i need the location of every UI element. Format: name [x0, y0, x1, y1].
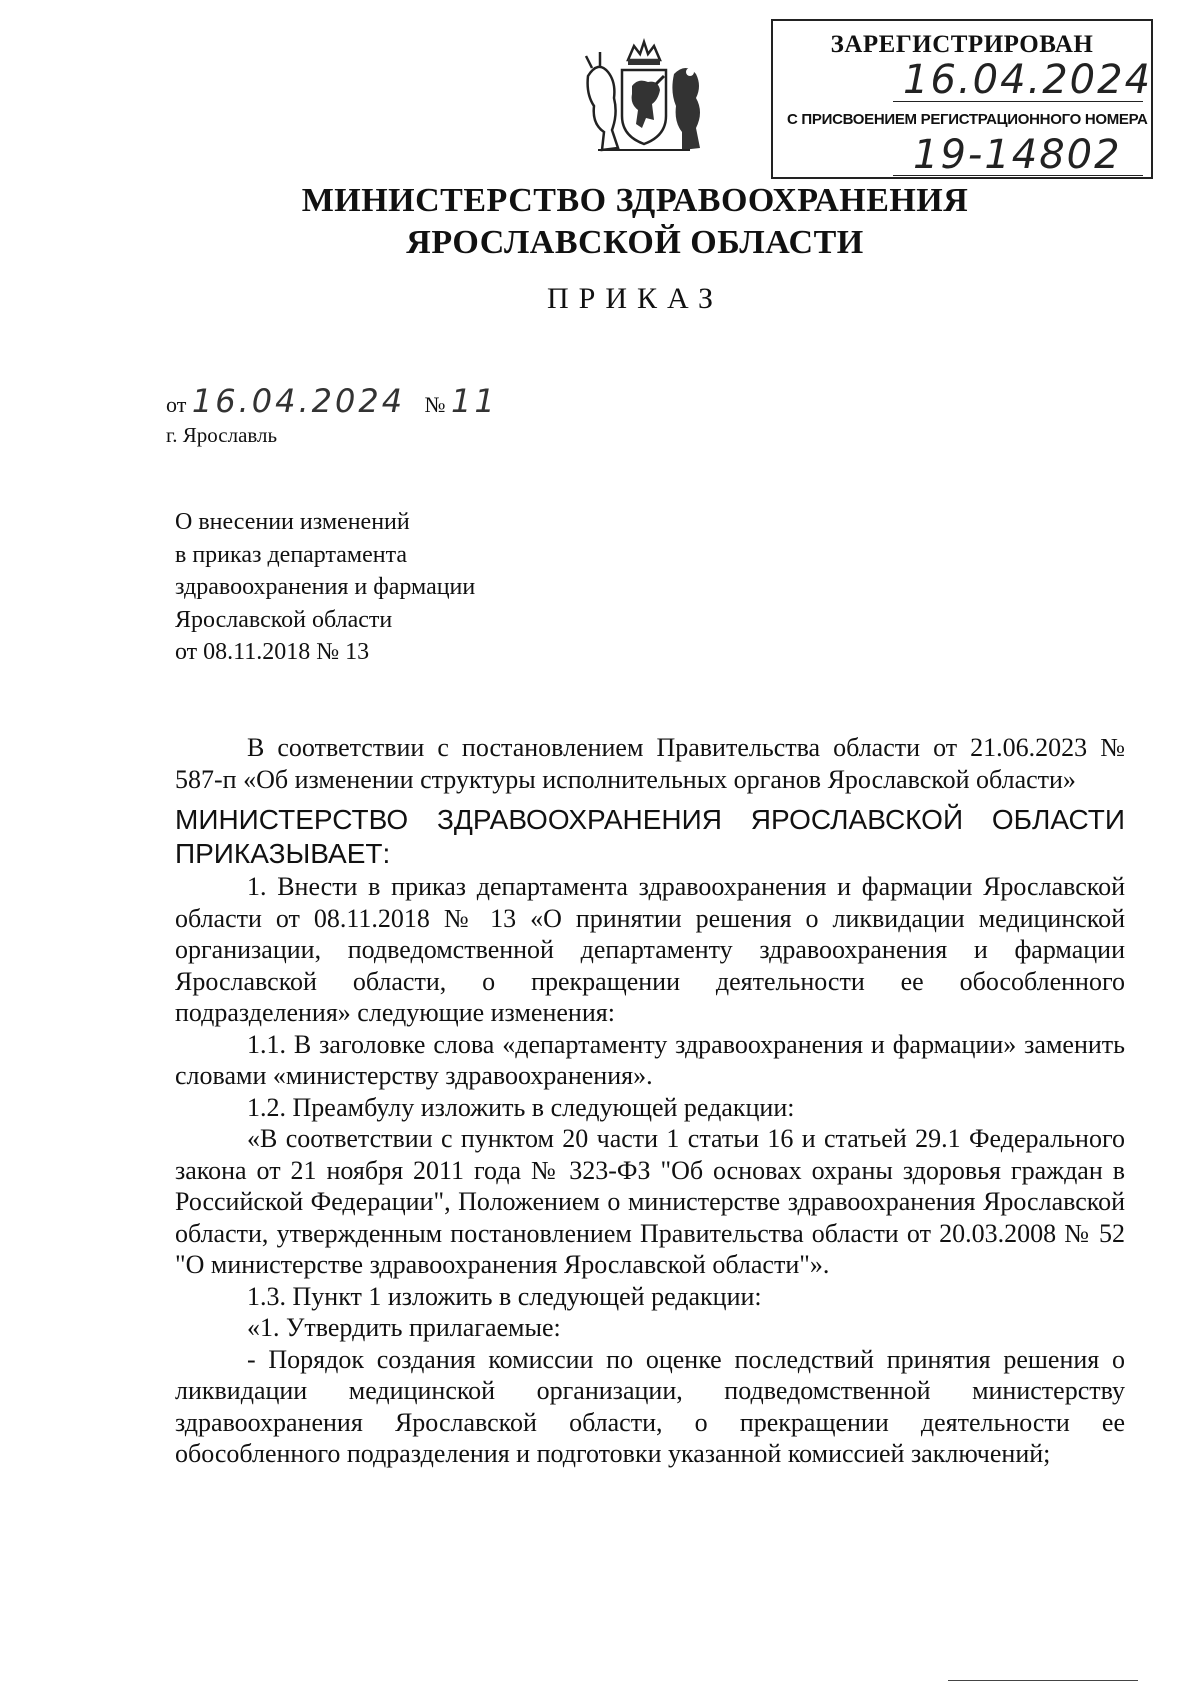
- preamble: В соответствии с постановлением Правительства области от 21.06.2023 № 587-п «Об изменении структуры исполнительных органов Ярославской области»: [175, 733, 1125, 794]
- document-type: ПРИКАЗ: [547, 282, 723, 315]
- paragraph-1-2: 1.2. Преамбулу изложить в следующей редакции:: [247, 1092, 795, 1122]
- paragraph-1-3: 1.3. Пункт 1 изложить в следующей редакции:: [247, 1281, 762, 1311]
- subject-line: в приказ департамента: [175, 541, 408, 568]
- number-prefix: №: [424, 392, 446, 417]
- subject-line: от 08.11.2018 № 13: [175, 639, 370, 665]
- order-number: 11: [451, 382, 498, 420]
- stamp-underline: [893, 101, 1143, 102]
- paragraph-1: 1. Внести в приказ департамента здравоохранения и фармации Ярославской области от 08.11.2018 № 13 «О принятии решения о ликвидации медицинской организации, подведомственной департаменту здравоохранения и фармации Ярославской области, о прекращении деятельности ее обособленного подразделения» следующие изменения:: [175, 872, 1125, 1027]
- subject-line: Ярославской области: [175, 606, 393, 633]
- order-body: [175, 732, 1125, 1470]
- subject-line: О внесении изменений: [175, 509, 410, 535]
- paragraph-1-2-quote: «В соответствии с пунктом 20 части 1 статьи 16 и статьей 29.1 Федерального закона от 21 ноября 2011 года № 323-ФЗ "Об основах охраны здоровья граждан в Российской Федерации", Положением о министерстве здравоохранения Ярославской области, утвержденным постановлением Правительства области от 20.03.2008 № 52 "О министерстве здравоохранения Ярославской области"».: [175, 1124, 1125, 1279]
- registration-stamp: [771, 19, 1153, 179]
- orders-statement-line: МИНИСТЕРСТВО ЗДРАВООХРАНЕНИЯ ЯРОСЛАВСКОЙ ОБЛАСТИ: [175, 804, 1125, 835]
- subject-line: здравоохранения и фармации: [175, 574, 476, 600]
- paragraph-1-3-quote: «1. Утвердить прилагаемые:: [247, 1313, 561, 1342]
- order-date-line: [166, 382, 498, 420]
- stamp-subtitle: С ПРИСВОЕНИЕМ РЕГИСТРАЦИОННОГО НОМЕРА: [787, 111, 1148, 128]
- coat-of-arms-icon: [578, 38, 710, 156]
- stamp-date: 16.04.2024: [903, 57, 1153, 103]
- ministry-title: [0, 180, 1200, 264]
- footer-rule: [948, 1680, 1138, 1681]
- stamp-underline: [893, 175, 1143, 176]
- paragraph-1-1: 1.1. В заголовке слова «департаменту здравоохранения и фармации» заменить словами «министерству здравоохранения».: [175, 1029, 1125, 1090]
- orders-statement-line: ПРИКАЗЫВАЕТ:: [175, 838, 391, 869]
- stamp-number: 19-14802: [913, 132, 1122, 178]
- order-subject: [175, 506, 475, 669]
- stamp-title: ЗАРЕГИСТРИРОВАН: [830, 31, 1094, 58]
- ministry-line: МИНИСТЕРСТВО ЗДРАВООХРАНЕНИЯ: [301, 182, 969, 219]
- orders-statement: [175, 803, 1125, 871]
- order-date: 16.04.2024: [191, 382, 406, 420]
- date-prefix: от: [166, 392, 187, 417]
- city: г. Ярославль: [166, 423, 278, 447]
- ministry-line: ЯРОСЛАВСКОЙ ОБЛАСТИ: [406, 224, 864, 261]
- paragraph-1-3-item: - Порядок создания комиссии по оценке последствий принятия решения о ликвидации медицинской организации, подведомственной министерству здравоохранения Ярославской области, о прекращении деятельности ее обособленного подразделения и подготовки указанной комиссией заключений;: [175, 1344, 1125, 1468]
